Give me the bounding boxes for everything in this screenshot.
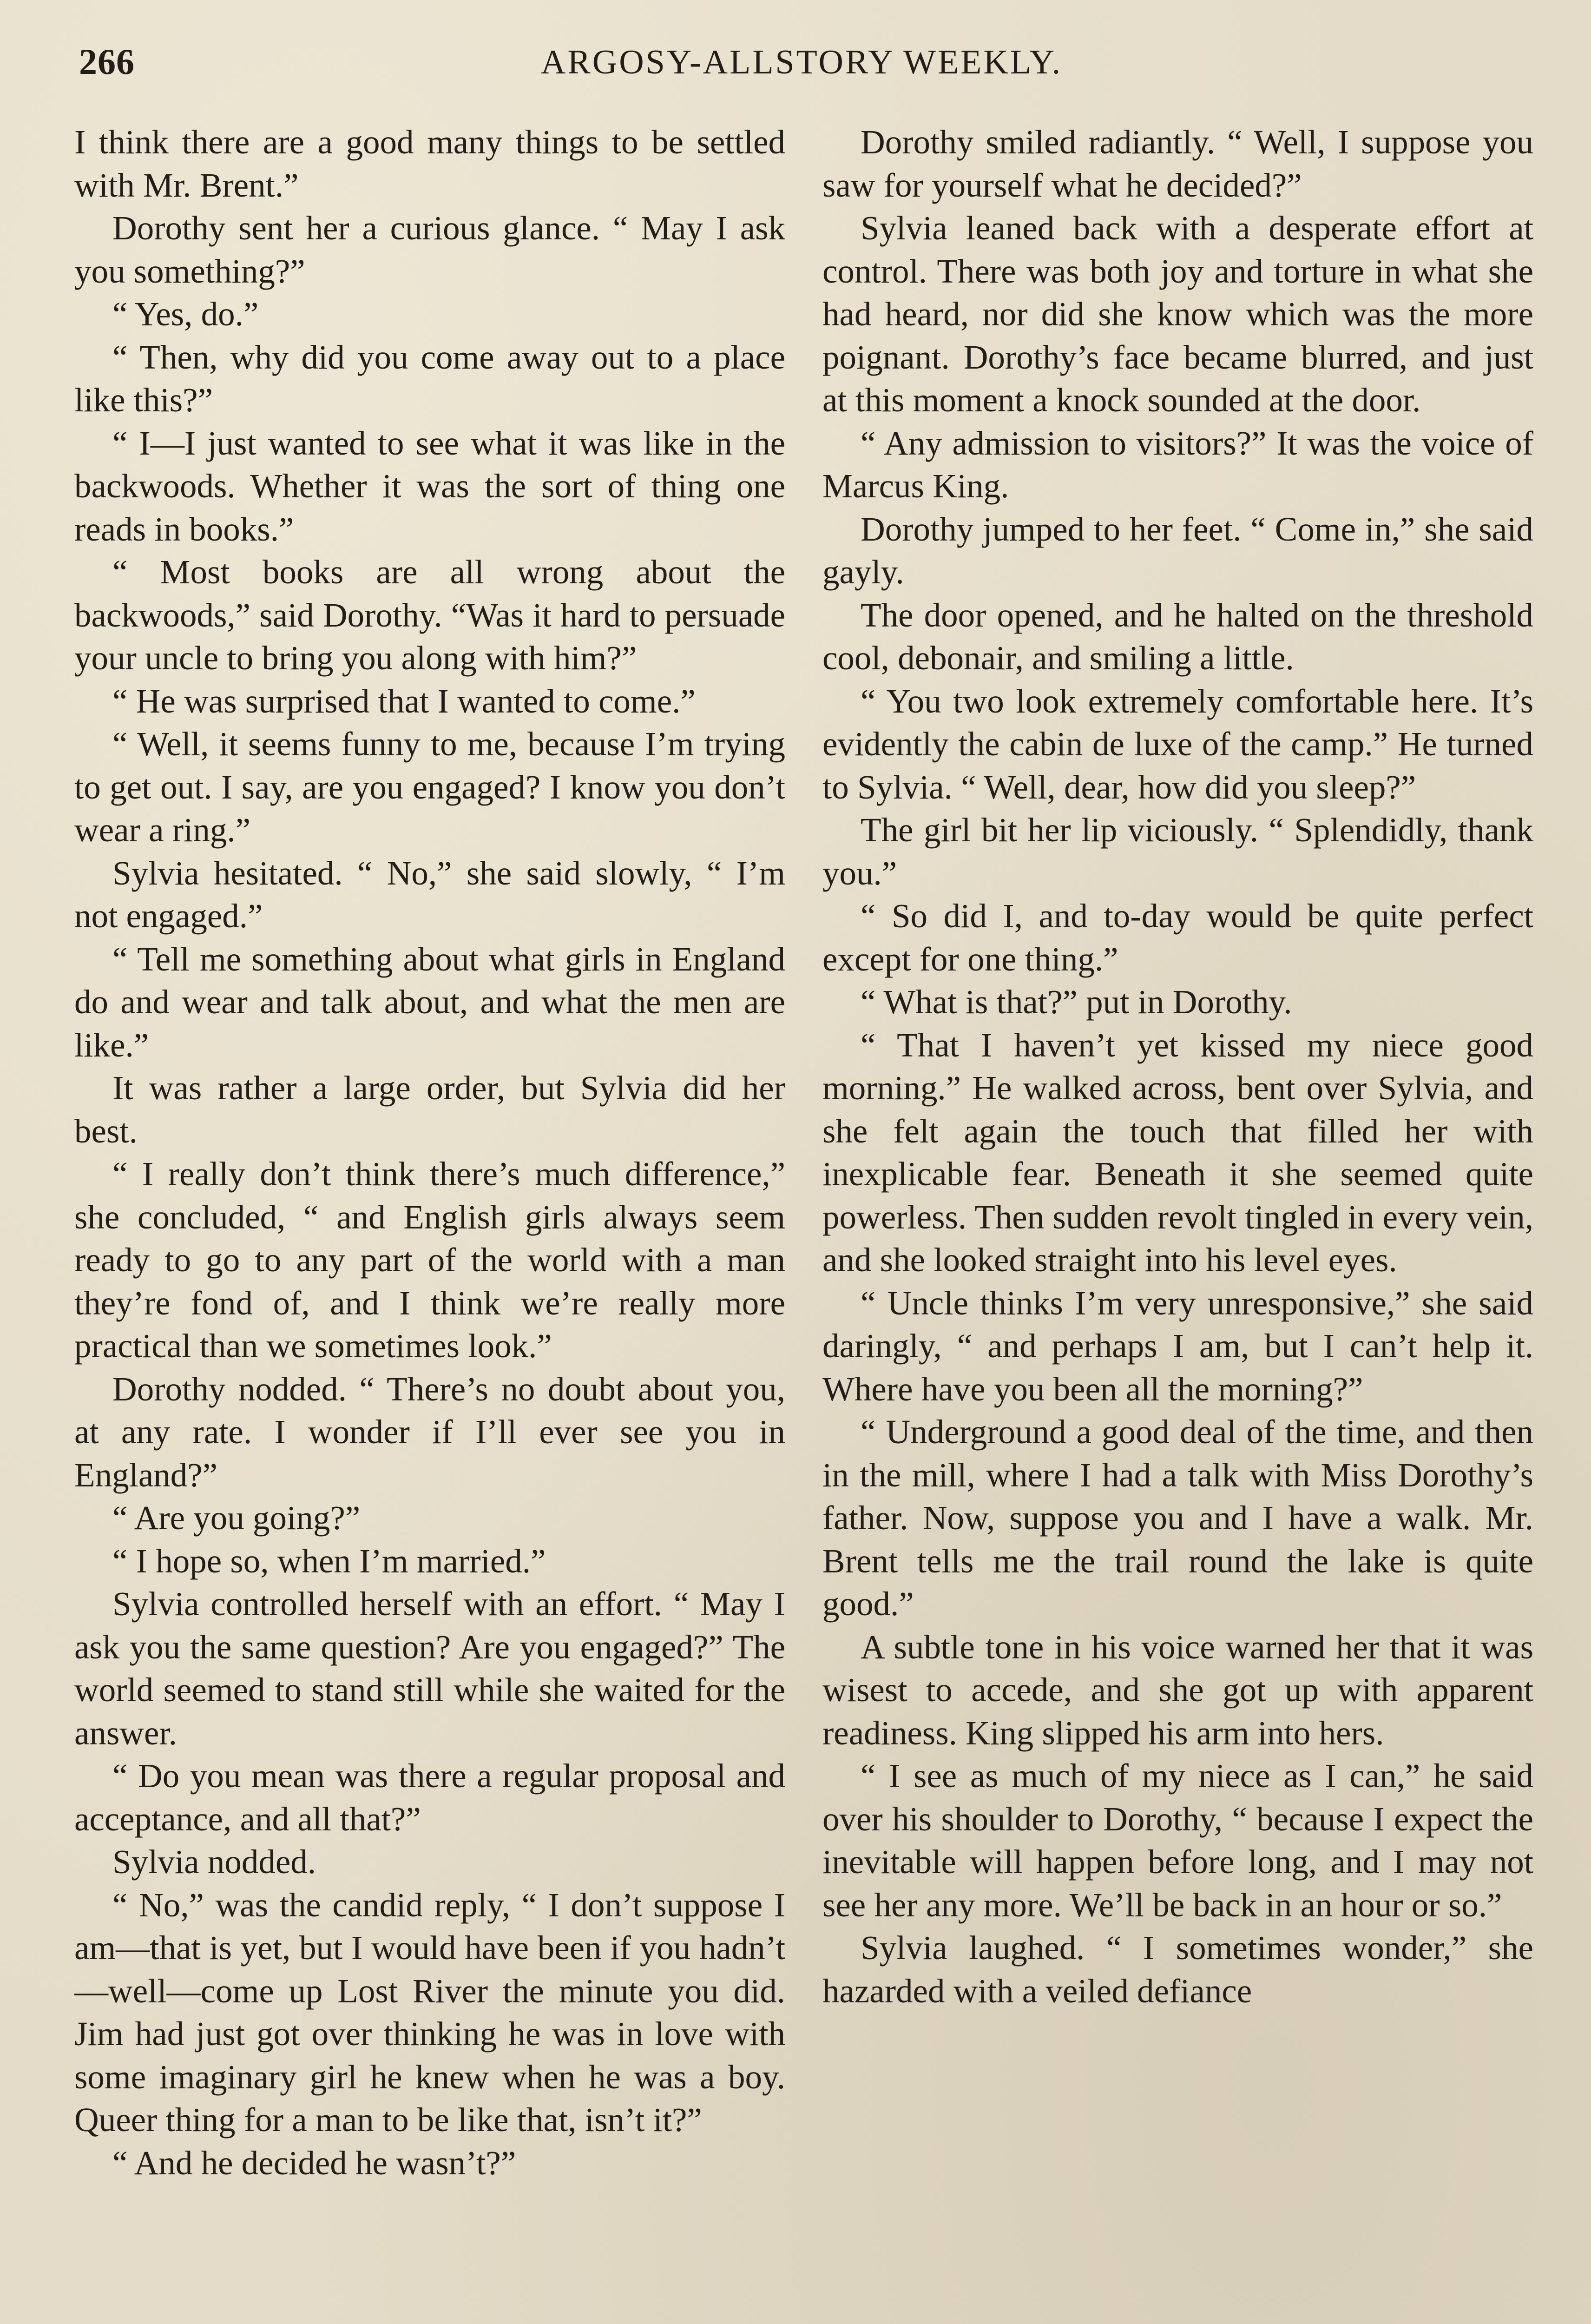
paragraph: “ What is that?” put in Dorothy. <box>861 983 1292 1021</box>
paragraph: It was rather a large order, but Sylvia did her best. <box>74 1069 785 1150</box>
paragraph: Sylvia hesitated. “ No,” she said slowly, “ I’m not engaged.” <box>74 854 785 935</box>
paragraph: Sylvia leaned back with a desperate effort at control. There was both joy and torture in what she had heard, nor did she know which was the more poignant. Dorothy’s face became blurred, and just at this moment a knock sounded at the door. <box>822 209 1533 419</box>
paragraph: “ Any admission to visitors?” It was the voice of Marcus King. <box>822 424 1533 505</box>
paragraph: “ Underground a good deal of the time, and then in the mill, where I had a talk with Miss Dorothy’s father. Now, suppose you and I have a walk. Mr. Brent tells me the trail round the lake is quite good.” <box>822 1413 1533 1623</box>
paragraph: “ Uncle thinks I’m very unresponsive,” she said daringly, “ and perhaps I am, but I can’t help it. Where have you been all the morning?” <box>822 1284 1533 1408</box>
paragraph: A subtle tone in his voice warned her that it was wisest to accede, and she got up with apparent readiness. King slipped his arm into hers. <box>822 1628 1533 1752</box>
paragraph: “ Tell me something about what girls in England do and wear and talk about, and what the men are like.” <box>74 940 785 1064</box>
paragraph: “ You two look extremely comfortable here. It’s evidently the cabin de luxe of the camp.” He turned to Sylvia. “ Well, dear, how did you sleep?” <box>822 682 1533 806</box>
paragraph: “ So did I, and to-day would be quite perfect except for one thing.” <box>822 897 1533 978</box>
paragraph: I think there are a good many things to be settled with Mr. Brent.” <box>74 123 785 204</box>
running-title: ARGOSY-ALLSTORY WEEKLY. <box>540 43 1063 81</box>
paragraph: “ And he decided he wasn’t?” <box>112 2144 516 2182</box>
paragraph: “ I hope so, when I’m married.” <box>112 1542 546 1580</box>
paragraph: “ No,” was the candid reply, “ I don’t suppose I am—that is yet, but I would have been if you hadn’t—well—come up Lost River the minute you did. Jim had just got over thinking he was in love with some imaginary girl he knew when he was a boy. Queer thing for a man to be like that, isn’t it?” <box>74 1886 785 2139</box>
right-column <box>822 121 1533 2324</box>
paragraph: “ That I haven’t yet kissed my niece good morning.” He walked across, bent over Sylvia, and she felt again the touch that filled her with inexplicable fear. Beneath it she seemed quite powerless. Then sudden revolt tingled in every vein, and she looked straight into his level eyes. <box>822 1026 1533 1279</box>
paragraph: “ Most books are all wrong about the backwoods,” said Dorothy. “Was it hard to persuade your uncle to bring you along with him?” <box>74 553 785 677</box>
paragraph: “ Do you mean was there a regular proposal and acceptance, and all that?” <box>74 1757 785 1838</box>
paragraph: Dorothy smiled radiantly. “ Well, I suppose you saw for yourself what he decided?” <box>822 123 1533 204</box>
paragraph: The door opened, and he halted on the threshold cool, debonair, and smiling a little. <box>822 596 1533 677</box>
paragraph: “ I really don’t think there’s much difference,” she concluded, “ and English girls always seem ready to go to any part of the world with a man they’re fond of, and I think we’re really more practical than we sometimes look.” <box>74 1155 785 1365</box>
paragraph: “ He was surprised that I wanted to come.” <box>112 682 696 720</box>
paragraph: Dorothy nodded. “ There’s no doubt about you, at any rate. I wonder if I’ll ever see you in England?” <box>74 1370 785 1494</box>
text-columns <box>74 121 1533 2324</box>
paragraph: Dorothy sent her a curious glance. “ May I ask you something?” <box>74 209 785 290</box>
left-column <box>74 121 785 2324</box>
paragraph: Sylvia nodded. <box>112 1843 316 1881</box>
paragraph: “ Then, why did you come away out to a place like this?” <box>74 338 785 419</box>
paragraph: Sylvia laughed. “ I sometimes wonder,” she hazarded with a veiled defiance <box>822 1929 1533 2010</box>
paragraph: “ I—I just wanted to see what it was like in the backwoods. Whether it was the sort of thing one reads in books.” <box>74 424 785 548</box>
paragraph: Dorothy jumped to her feet. “ Come in,” she said gayly. <box>822 510 1533 591</box>
paragraph: “ I see as much of my niece as I can,” he said over his shoulder to Dorothy, “ because I expect the inevitable will happen before long, and I may not see her any more. We’ll be back in an hour or so.” <box>822 1757 1533 1924</box>
paragraph: “ Well, it seems funny to me, because I’m trying to get out. I say, are you engaged? I know you don’t wear a ring.” <box>74 725 785 849</box>
paragraph: “ Are you going?” <box>112 1499 361 1537</box>
page-number: 266 <box>79 41 135 82</box>
paragraph: The girl bit her lip viciously. “ Splendidly, thank you.” <box>822 811 1533 892</box>
paragraph: Sylvia controlled herself with an effort. “ May I ask you the same question? Are you engaged?” The world seemed to stand still while she waited for the answer. <box>74 1585 785 1752</box>
page-header <box>79 41 1524 97</box>
paragraph: “ Yes, do.” <box>112 295 259 333</box>
